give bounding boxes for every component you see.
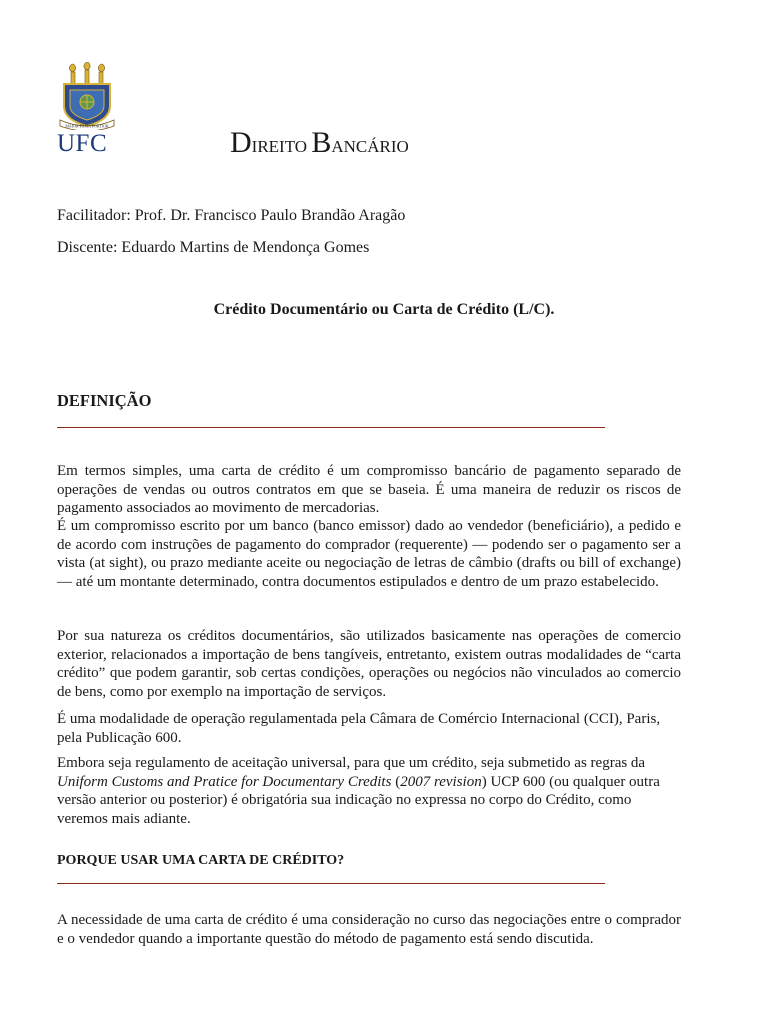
definition-paragraph-1: Em termos simples, uma carta de crédito é um compromisso bancário de pagamento separado de operações de vendas ou outros contratos em que se baseia. É uma maneira de reduzir os riscos de pagamento associados ao movimento de mercadorias.	[57, 463, 681, 517]
course-title-initial-2: B	[311, 126, 332, 159]
student-line: Discente: Eduardo Martins de Mendonça Gomes	[57, 239, 370, 256]
document-title: Crédito Documentário ou Carta de Crédito (L/C).	[213, 301, 555, 318]
definition-heading: DEFINIÇÃO	[57, 391, 152, 410]
p5-italic-title: Uniform Customs and Pratice for Documentary Credits	[57, 773, 392, 790]
course-title-rest-2: ANCÁRIO	[331, 137, 409, 156]
p5-italic-revision: 2007 revision	[400, 773, 482, 790]
definition-paragraph-5	[57, 754, 681, 828]
definition-paragraph-2: É um compromisso escrito por um banco (banco emissor) dado ao vendedor (beneficiário), a pedido e de acordo com instruções de pagamento do comprador (requerente) — podendo ser o pagamento ser a vista (at sight), ou prazo mediante aceite ou negociação de letras de câmbio (drafts ou bill of exchange) — até um montante determinado, contra documentos estipulados e dentro de um prazo estabelecido.	[57, 518, 681, 590]
course-title-rest-1: IREITO	[251, 137, 308, 156]
why-heading: PORQUE USAR UMA CARTA DE CRÉDITO?	[57, 853, 345, 868]
p5-text-c: ) UCP 600 (ou qualquer outra versão anterior ou posterior) é obrigatória sua indicação no expressa no corpo do Crédito, como veremos mais adiante.	[57, 773, 660, 827]
section-divider	[57, 883, 605, 884]
section-divider	[57, 427, 605, 428]
course-title-initial-1: D	[230, 126, 252, 159]
why-paragraph-1: A necessidade de uma carta de crédito é uma consideração no curso das negociações entre o comprador e o vendedor quando a importante questão do método de pagamento está sendo discutida.	[57, 912, 681, 947]
logo-motto: MAIOR FAMA FORTIOR	[65, 123, 109, 129]
course-title	[230, 128, 409, 158]
definition-paragraph-4: É uma modalidade de operação regulamentada pela Câmara de Comércio Internacional (CCI), Paris, pela Publicação 600.	[57, 711, 661, 746]
facilitator-line: Facilitador: Prof. Dr. Francisco Paulo Brandão Aragão	[57, 207, 406, 224]
institution-name: UFC	[57, 130, 108, 157]
p5-text-a: Embora seja regulamento de aceitação universal, para que um crédito, seja submetido as regras da	[57, 755, 646, 771]
definition-paragraph-3: Por sua natureza os créditos documentários, são utilizados basicamente nas operações de comercio exterior, relacionados a importação de bens tangíveis, entretanto, existem outras modalidades de “carta crédito” que podem garantir, sob certas condições, operações ou negócios não vinculados ao comercio de bens, como por exemplo na importação de serviços.	[57, 628, 681, 700]
ufc-crest-logo	[58, 62, 116, 130]
torches	[69, 62, 104, 84]
p5-text-b: (	[391, 773, 401, 790]
